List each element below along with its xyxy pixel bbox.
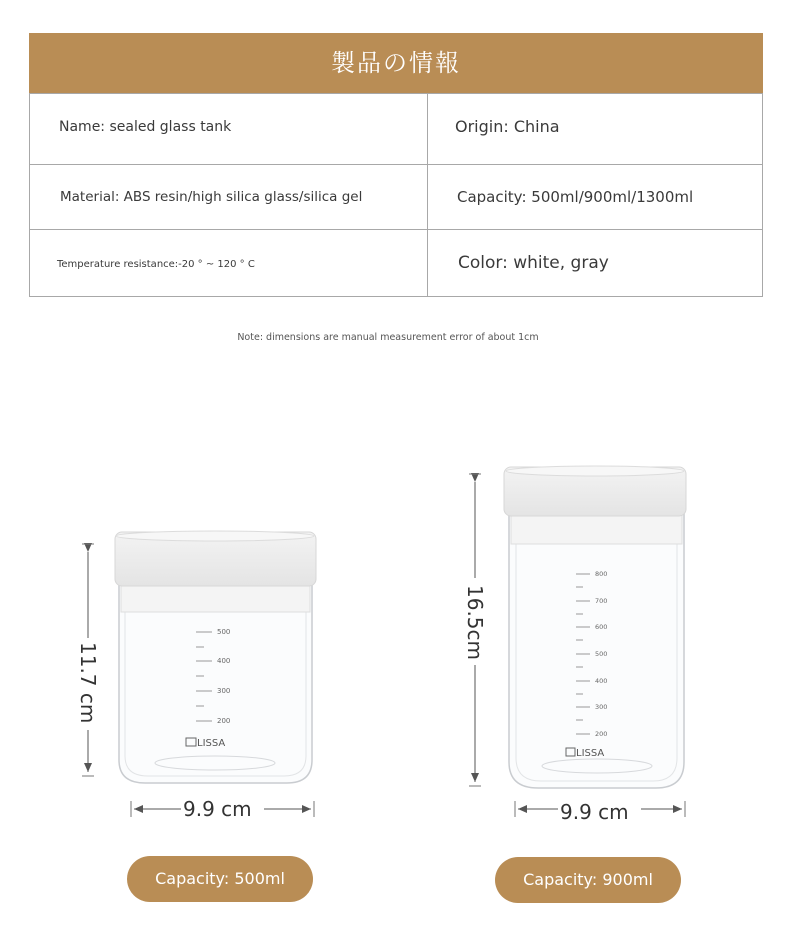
small-jar-width-label: 9.9 cm xyxy=(183,797,252,821)
scale-label: 300 xyxy=(217,687,231,695)
scale-label: 600 xyxy=(595,623,608,631)
capacity-900-badge xyxy=(495,857,681,903)
spec-name: Name: sealed glass tank xyxy=(30,94,428,165)
small-jar xyxy=(82,531,316,817)
scale-label: 300 xyxy=(595,703,608,711)
scale-label: 200 xyxy=(595,730,608,738)
scale-label: 400 xyxy=(595,677,608,685)
scale-label: 700 xyxy=(595,597,608,605)
spec-capacity: Capacity: 500ml/900ml/1300ml xyxy=(428,165,763,230)
scale-label: 500 xyxy=(217,628,231,636)
large-jar-width-label: 9.9 cm xyxy=(560,800,629,824)
header-title: 製品の情報 xyxy=(331,49,461,77)
small-jar-height-label: 11.7 cm xyxy=(76,642,100,724)
brand-label: LISSA xyxy=(197,738,226,749)
capacity-500-badge xyxy=(127,856,313,902)
capacity-label: Capacity: 900ml xyxy=(523,870,653,889)
spec-temperature: Temperature resistance:-20 ° ~ 120 ° C xyxy=(30,230,428,297)
scale-label: 500 xyxy=(595,650,608,658)
spec-material: Material: ABS resin/high silica glass/silica gel xyxy=(30,165,428,230)
scale-label: 400 xyxy=(217,657,231,665)
scale-label: 800 xyxy=(595,570,608,578)
capacity-label: Capacity: 500ml xyxy=(155,869,285,888)
spec-origin: Origin: China xyxy=(428,94,763,165)
scale-label: 200 xyxy=(217,717,231,725)
spec-color: Color: white, gray xyxy=(428,230,763,297)
large-jar xyxy=(469,466,686,817)
brand-label: LISSA xyxy=(576,748,605,759)
large-jar-height-label: 16.5cm xyxy=(463,585,487,661)
dimension-note: Note: dimensions are manual measurement error of about 1cm xyxy=(237,332,539,343)
